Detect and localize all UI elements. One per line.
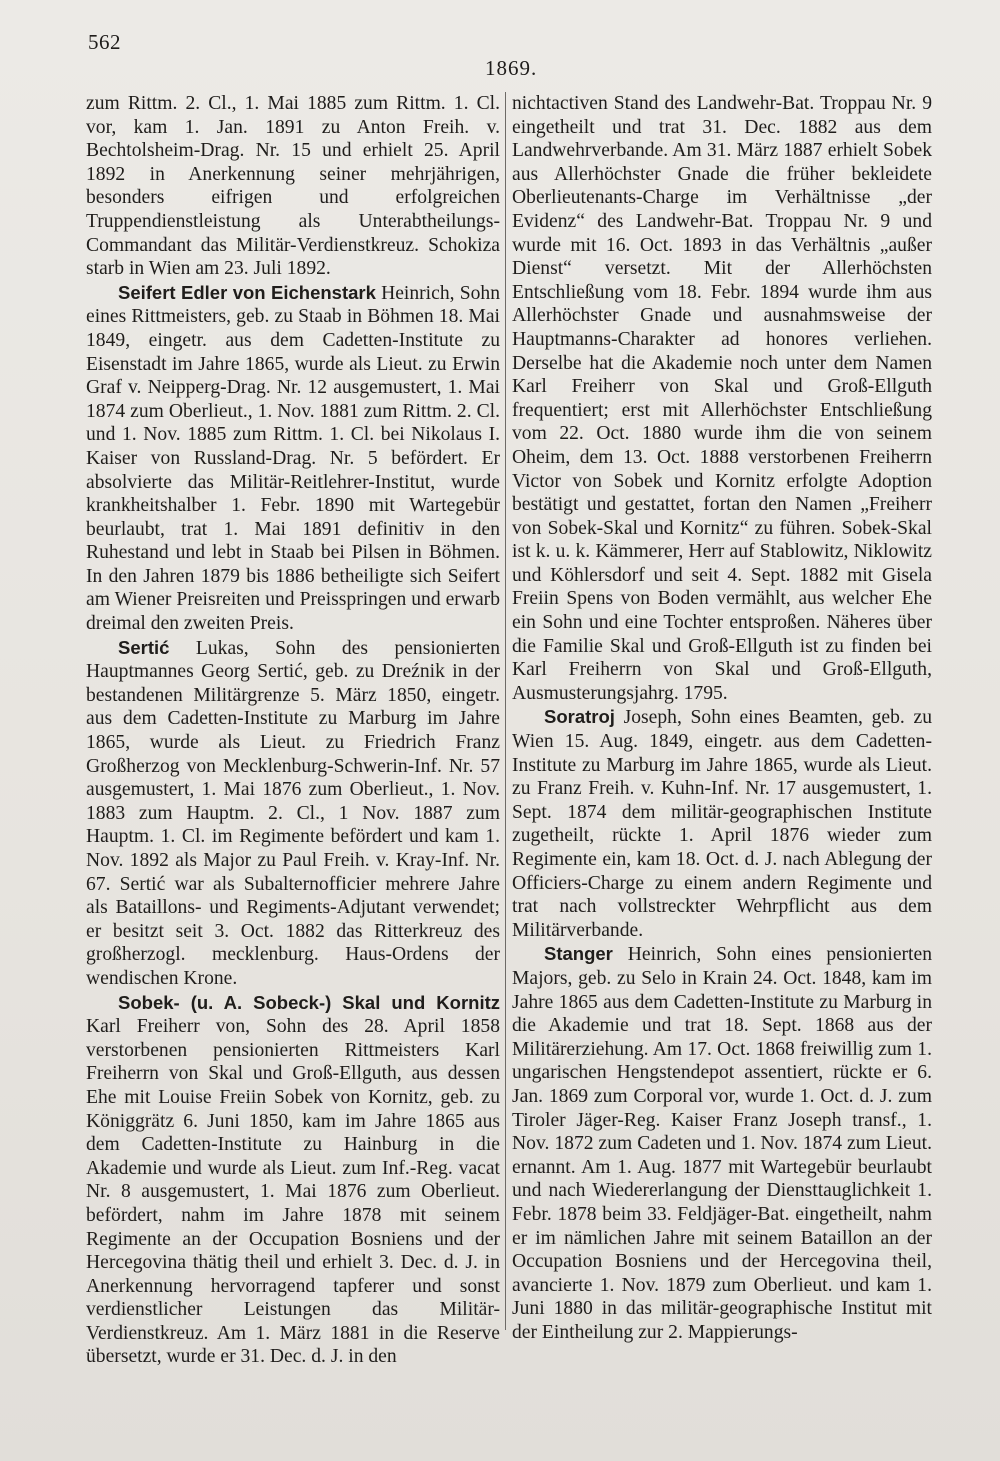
biography-entry (86, 991, 500, 1370)
biography-entry (512, 942, 932, 1344)
biography-entry (86, 636, 500, 991)
biography-entry (86, 281, 500, 636)
continuation-paragraph: nichtactiven Stand des Landwehr-Bat. Troppau Nr. 9 eingetheilt und trat 31. Dec. 1882 aus dem Landwehrverbande. Am 31. März 1887 erhielt Sobek aus Allerhöchster Gnade die früher bekleidete Oberlieutenants-Charge im Verhältnisse „der Evidenz“ des Landwehr-Bat. Troppau Nr. 9 und wurde mit 16. Oct. 1893 in das Verhältnis „außer Dienst“ versetzt. Mit der Allerhöchsten Entschließung vom 18. Febr. 1894 wurde ihm aus Allerhöchster Gnade und ausnahmsweise der Hauptmanns-Charakter ad honores verliehen. Derselbe hat die Akademie noch unter dem Namen Karl Freiherr von Skal und Groß-Ellguth frequentiert; erst mit Allerhöchster Entschließung vom 22. Oct. 1880 wurde ihm die von seinem Oheim, dem 13. Oct. 1888 verstorbenen Freiherrn Victor von Sobek und Kornitz erfolgte Adoption bestätigt und gestattet, fortan den Namen „Freiherr von Sobek-Skal und Kornitz“ zu führen. Sobek-Skal ist k. u. k. Kämmerer, Herr auf Stablowitz, Niklowitz und Köhlersdorf und seit 4. Sept. 1882 mit Gisela Freiin Spens von Boden vermählt, aus welcher Ehe ein Sohn und eine Tochter entsproßen. Näheres über die Familie Skal und Groß-Ellguth ist zu finden bei Karl Freiherrn von Skal und Groß-Ellguth, Ausmusterungsjahrg. 1795. (512, 93, 932, 704)
entry-name: Sertić (118, 636, 170, 658)
biography-entry (512, 705, 932, 942)
entry-name: Seifert Edler von Eichenstark (118, 281, 376, 303)
entry-name: Soratroj (544, 706, 615, 728)
left-column (86, 92, 500, 1369)
column-divider (505, 92, 506, 1330)
entry-name: Stanger (544, 943, 613, 965)
entry-text: Lukas, Sohn des pensionierten Hauptmannes Georg Sertić, geb. zu Dreźnik in der bestandenen Militärgrenze 5. März 1850, eingetr. aus dem Cadetten-Institute zu Marburg im Jahre 1865, wurde als Lieut. zu Friedrich Franz Großherzog von Mecklenburg-Schwerin-Inf. Nr. 57 ausgemustert, 1. Mai 1876 zum Oberlieut., 1. Nov. 1883 zum Hauptm. 2. Cl., 1 Nov. 1887 zum Hauptm. 1. Cl. im Regimente befördert und kam 1. Nov. 1892 als Major zu Paul Freih. v. Kray-Inf. Nr. 67. Sertić war als Subalternofficier mehrere Jahre als Bataillons- und Regiments-Adjutant verwendet; er besitzt seit 3. Oct. 1882 das Ritterkreuz des großherzogl. mecklenburg. Haus-Ordens der wendischen Krone. (86, 637, 500, 989)
entry-name: Sobek- (u. A. Sobeck-) Skal und Kornitz (118, 991, 500, 1013)
right-column (512, 92, 932, 1344)
page-number: 562 (88, 30, 121, 54)
entry-text: Joseph, Sohn eines Beamten, geb. zu Wien 15. Aug. 1849, eingetr. aus dem Cadetten-Institute zu Marburg im Jahre 1865, wurde als Lieut. zu Franz Freih. v. Kuhn-Inf. Nr. 17 ausgemustert, 1. Sept. 1874 dem militär-geographischen Institute zugetheilt, rückte 1. April 1876 wieder zum Regimente ein, kam 18. Oct. d. J. nach Ablegung der Officiers-Charge zu einem andern Regimente und trat nach vollstreckter Wehrpflicht aus dem Militärverbande. (512, 707, 932, 941)
continuation-paragraph: zum Rittm. 2. Cl., 1. Mai 1885 zum Rittm. 1. Cl. vor, kam 1. Jan. 1891 zu Anton Freih. v. Bechtolsheim-Drag. Nr. 15 und erhielt 25. April 1892 in Anerkennung seiner mehrjährigen, besonders eifrigen und erfolgreichen Truppendienstleistung als Unterabtheilungs-Commandant das Militär-Verdienstkreuz. Schokiza starb in Wien am 23. Juli 1892. (86, 93, 500, 280)
entry-text: Heinrich, Sohn eines Rittmeisters, geb. zu Staab in Böhmen 18. Mai 1849, eingetr. aus dem Cadetten-Institute zu Eisenstadt im Jahre 1865, wurde als Lieut. zu Erwin Graf v. Neipperg-Drag. Nr. 12 ausgemustert, 1. Mai 1874 zum Oberlieut., 1. Nov. 1881 zum Rittm. 2. Cl. und 1. Nov. 1885 zum Rittm. 1. Cl. bei Nikolaus I. Kaiser von Russland-Drag. Nr. 5 befördert. Er absolvierte das Militär-Reitlehrer-Institut, wurde krankheitshalber 1. Febr. 1890 mit Wartegebür beurlaubt, trat 1. Mai 1891 definitiv in den Ruhestand und lebt in Staab bei Pilsen in Böhmen. In den Jahren 1879 bis 1886 betheiligte sich Seifert am Wiener Preisreiten und Preisspringen und erwarb dreimal den zweiten Preis. (86, 282, 500, 635)
entry-text: Karl Freiherr von, Sohn des 28. April 1858 verstorbenen pensionierten Rittmeisters Karl Freiherrn von Skal und Groß-Ellguth, aus dessen Ehe mit Louise Freiin Sobek von Kornitz, geb. zu Königgrätz 6. Juni 1850, kam im Jahre 1865 aus dem Cadetten-Institute zu Hainburg in die Akademie und wurde als Lieut. zum Inf.-Reg. vacat Nr. 8 ausgemustert, 1. Mai 1876 zum Oberlieut. befördert, nahm im Jahre 1878 mit seinem Regimente an der Occupation Bosniens und der Hercegovina thätig theil und erhielt 3. Dec. d. J. in Anerkennung hervorragend tapferer und sonst verdienstlicher Leistungen das Militär-Verdienstkreuz. Am 1. März 1881 in die Reserve übersetzt, wurde er 31. Dec. d. J. in den (86, 1016, 500, 1368)
entry-text: Heinrich, Sohn eines pensionierten Majors, geb. zu Selo in Krain 24. Oct. 1848, kam im Jahre 1865 aus dem Cadetten-Institute zu Marburg in die Akademie und trat 18. Sept. 1868 aus der Militärerziehung. Am 17. Oct. 1868 freiwillig zum 1. ungarischen Hengstendepot assentiert, rückte er 6. Jan. 1869 zum Corporal vor, wurde 1. Oct. d. J. zum Tiroler Jäger-Reg. Kaiser Franz Joseph transf., 1. Nov. 1872 zum Cadeten und 1. Nov. 1874 zum Lieut. ernannt. Am 1. Aug. 1877 mit Wartegebür beurlaubt und nach Wiedererlangung der Diensttauglichkeit 1. Febr. 1878 beim 33. Feldjäger-Bat. eingetheilt, nahm er im nämlichen Jahre mit seinem Bataillon an der Occupation Bosniens und der Hercegovina theil, avancierte 1. Nov. 1879 zum Oberlieut. und kam 1. Juni 1880 in das militär-geographische Institut mit der Eintheilung zur 2. Mappierungs- (512, 944, 932, 1343)
running-header-year: 1869. (485, 56, 538, 80)
